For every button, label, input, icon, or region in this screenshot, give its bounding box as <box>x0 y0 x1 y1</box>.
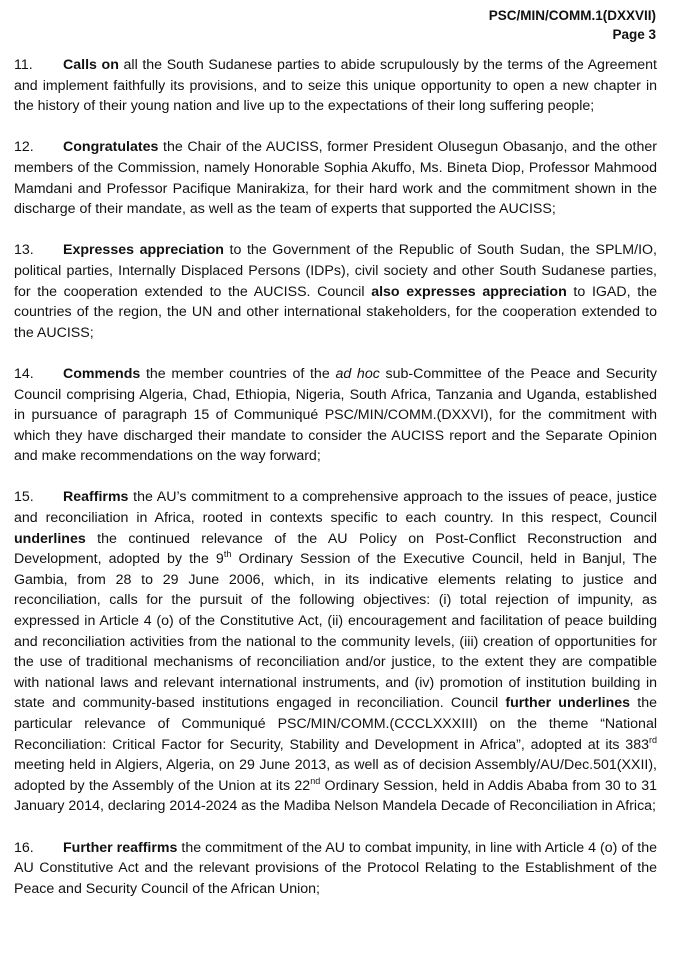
paragraph-text: the commitment of the AU to combat impunity, in line with Article 4 (o) of the AU Constitutive Act and the relevant provisions of the Protocol Relating to the Establishment of the Peace and Security Council of the African Union; <box>14 839 657 897</box>
operative-verb: Expresses appreciation <box>63 242 224 259</box>
paragraph-number: 12. <box>14 139 34 156</box>
paragraph-text: the AU’s commitment to a comprehensive approach to the issues of peace, justice and reconciliation in Africa, rooted in contexts specific to each country. In this respect, Council <box>14 489 657 527</box>
paragraph-number: 16. <box>14 839 34 856</box>
paragraph-number: 14. <box>14 365 34 382</box>
paragraph-12 <box>14 137 657 219</box>
operative-verb: underlines <box>14 530 86 547</box>
paragraph-text: to the Government of the Republic of South Sudan, the SPLM/IO, political parties, Internally Displaced Persons (IDPs), civil society and other South Sudanese parties, for the cooperation extended to the AUCISS. Council <box>14 242 657 300</box>
operative-verb: Reaffirms <box>63 489 129 506</box>
paragraph-16 <box>14 838 657 900</box>
paragraph-11 <box>14 55 657 117</box>
paragraph-text: the particular relevance of Communiqué PSC/MIN/COMM.(CCCLXXXIII) on the theme “National Reconciliation: Critical Factor for Security, Stability and Development in Africa”, adopted at its 383 <box>14 695 657 753</box>
page-header <box>489 6 656 44</box>
ordinal-suffix: rd <box>648 734 657 745</box>
paragraph-number: 15. <box>14 489 34 506</box>
paragraph-15 <box>14 487 657 817</box>
paragraph-text: sub-Committee of the Peace and Security Council comprising Algeria, Chad, Ethiopia, Nigeria, South Africa, Tanzania and Uganda, established in pursuance of paragraph 15 of Communiqué PSC/MIN/COMM.(DXXVI), for the commitment with which they have discharged their mandate to consider the AUCISS report and the Separate Opinion and make recommendations on the way forward; <box>14 365 657 465</box>
paragraph-text: the continued relevance of the AU Policy on Post-Conflict Reconstruction and Development, adopted by the 9 <box>14 530 657 568</box>
operative-verb: further underlines <box>505 695 631 712</box>
paragraph-text: Ordinary Session, held in Addis Ababa from 30 to 31 January 2014, declaring 2014-2024 as the Madiba Nelson Mandela Decade of Reconciliation in Africa; <box>14 777 657 815</box>
paragraph-13 <box>14 240 657 343</box>
operative-verb: also expresses appreciation <box>371 283 567 300</box>
operative-verb: Congratulates <box>63 139 159 156</box>
paragraph-text: Ordinary Session of the Executive Council, held in Banjul, The Gambia, from 28 to 29 June 2006, which, in its indicative elements relating to justice and reconciliation, calls for the pursuit of the following objectives: (i) total rejection of impunity, as expressed in Article 4 (o) of the Constitutive Act, (ii) encouragement and facilitation of peace building and reconciliation activities from the national to the community levels, (iii) creation of opportunities for the use of traditional mechanisms of reconciliation and/or justice, to the extent they are compatible with national laws and relevant international instruments, and (iv) promotion of institution building in state and community-based institutions engaged in reconciliation. Council <box>14 551 657 712</box>
paragraph-text: to IGAD, the countries of the region, the UN and other international stakeholders, for the cooperation extended to the AUCISS; <box>14 283 657 341</box>
document-reference: PSC/MIN/COMM.1(DXXVII) <box>488 8 656 23</box>
document-body <box>14 55 657 920</box>
paragraph-14 <box>14 364 657 467</box>
paragraph-text: meeting held in Algiers, Algeria, on 29 June 2013, as well as of decision Assembly/AU/Dec.501(XXII), adopted by the Assembly of the Union at its 22 <box>14 757 657 794</box>
operative-verb: Commends <box>63 365 141 382</box>
operative-verb: Further reaffirms <box>63 839 178 856</box>
paragraph-text: the Chair of the AUCISS, former President Olusegun Obasanjo, and the other members of the Commission, namely Honorable Sophia Akuffo, Ms. Bineta Diop, Professor Mahmood Mamdani and Professor Pacifique Manirakiza, for their hard work and the commitment shown in the discharge of their mandate, as well as the team of experts that supported the AUCISS; <box>14 139 657 218</box>
paragraph-text: the member countries of the <box>140 365 336 382</box>
ordinal-suffix: th <box>223 549 232 560</box>
paragraph-number: 11. <box>14 57 33 73</box>
ordinal-suffix: nd <box>310 775 321 786</box>
italic-term: ad hoc <box>335 365 380 382</box>
paragraph-text: all the South Sudanese parties to abide scrupulously by the terms of the Agreement and implement faithfully its provisions, and to seize this unique opportunity to open a new chapter in the history of their young nation and live up to the expectations of their long suffering people; <box>14 57 657 115</box>
operative-verb: Calls on <box>63 57 119 73</box>
paragraph-number: 13. <box>14 242 34 259</box>
page-number: Page 3 <box>612 27 656 42</box>
